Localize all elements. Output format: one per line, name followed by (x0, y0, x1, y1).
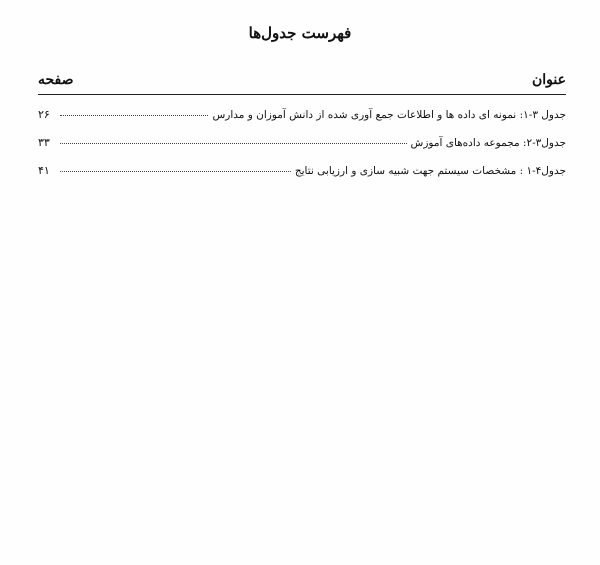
dot-leader (60, 143, 407, 144)
page-title: فهرست جدول‌ها (248, 24, 352, 42)
title-column-header: عنوان (532, 72, 566, 88)
entry-label: جدول۳-۲: مجموعه داده‌های آموزش (410, 137, 566, 149)
dot-leader (60, 115, 208, 116)
entry-page-number: ۳۳ (38, 136, 50, 149)
dot-leader (60, 171, 291, 172)
list-item[interactable] (38, 136, 566, 164)
list-item[interactable] (38, 164, 566, 192)
table-header (38, 72, 566, 95)
entry-label: جدول ۳-۱: نمونه ای داده ها و اطلاعات جمع آوری شده از دانش آموزان و مدارس (212, 109, 566, 121)
table-list (38, 108, 566, 192)
list-item[interactable] (38, 108, 566, 136)
page-column-header: صفحه (38, 72, 74, 88)
entry-page-number: ۴۱ (38, 164, 50, 177)
entry-page-number: ۲۶ (38, 108, 50, 121)
entry-label: جدول۴-۱ : مشخصات سیستم جهت شبیه سازی و ارزیابی نتایج (294, 165, 566, 177)
